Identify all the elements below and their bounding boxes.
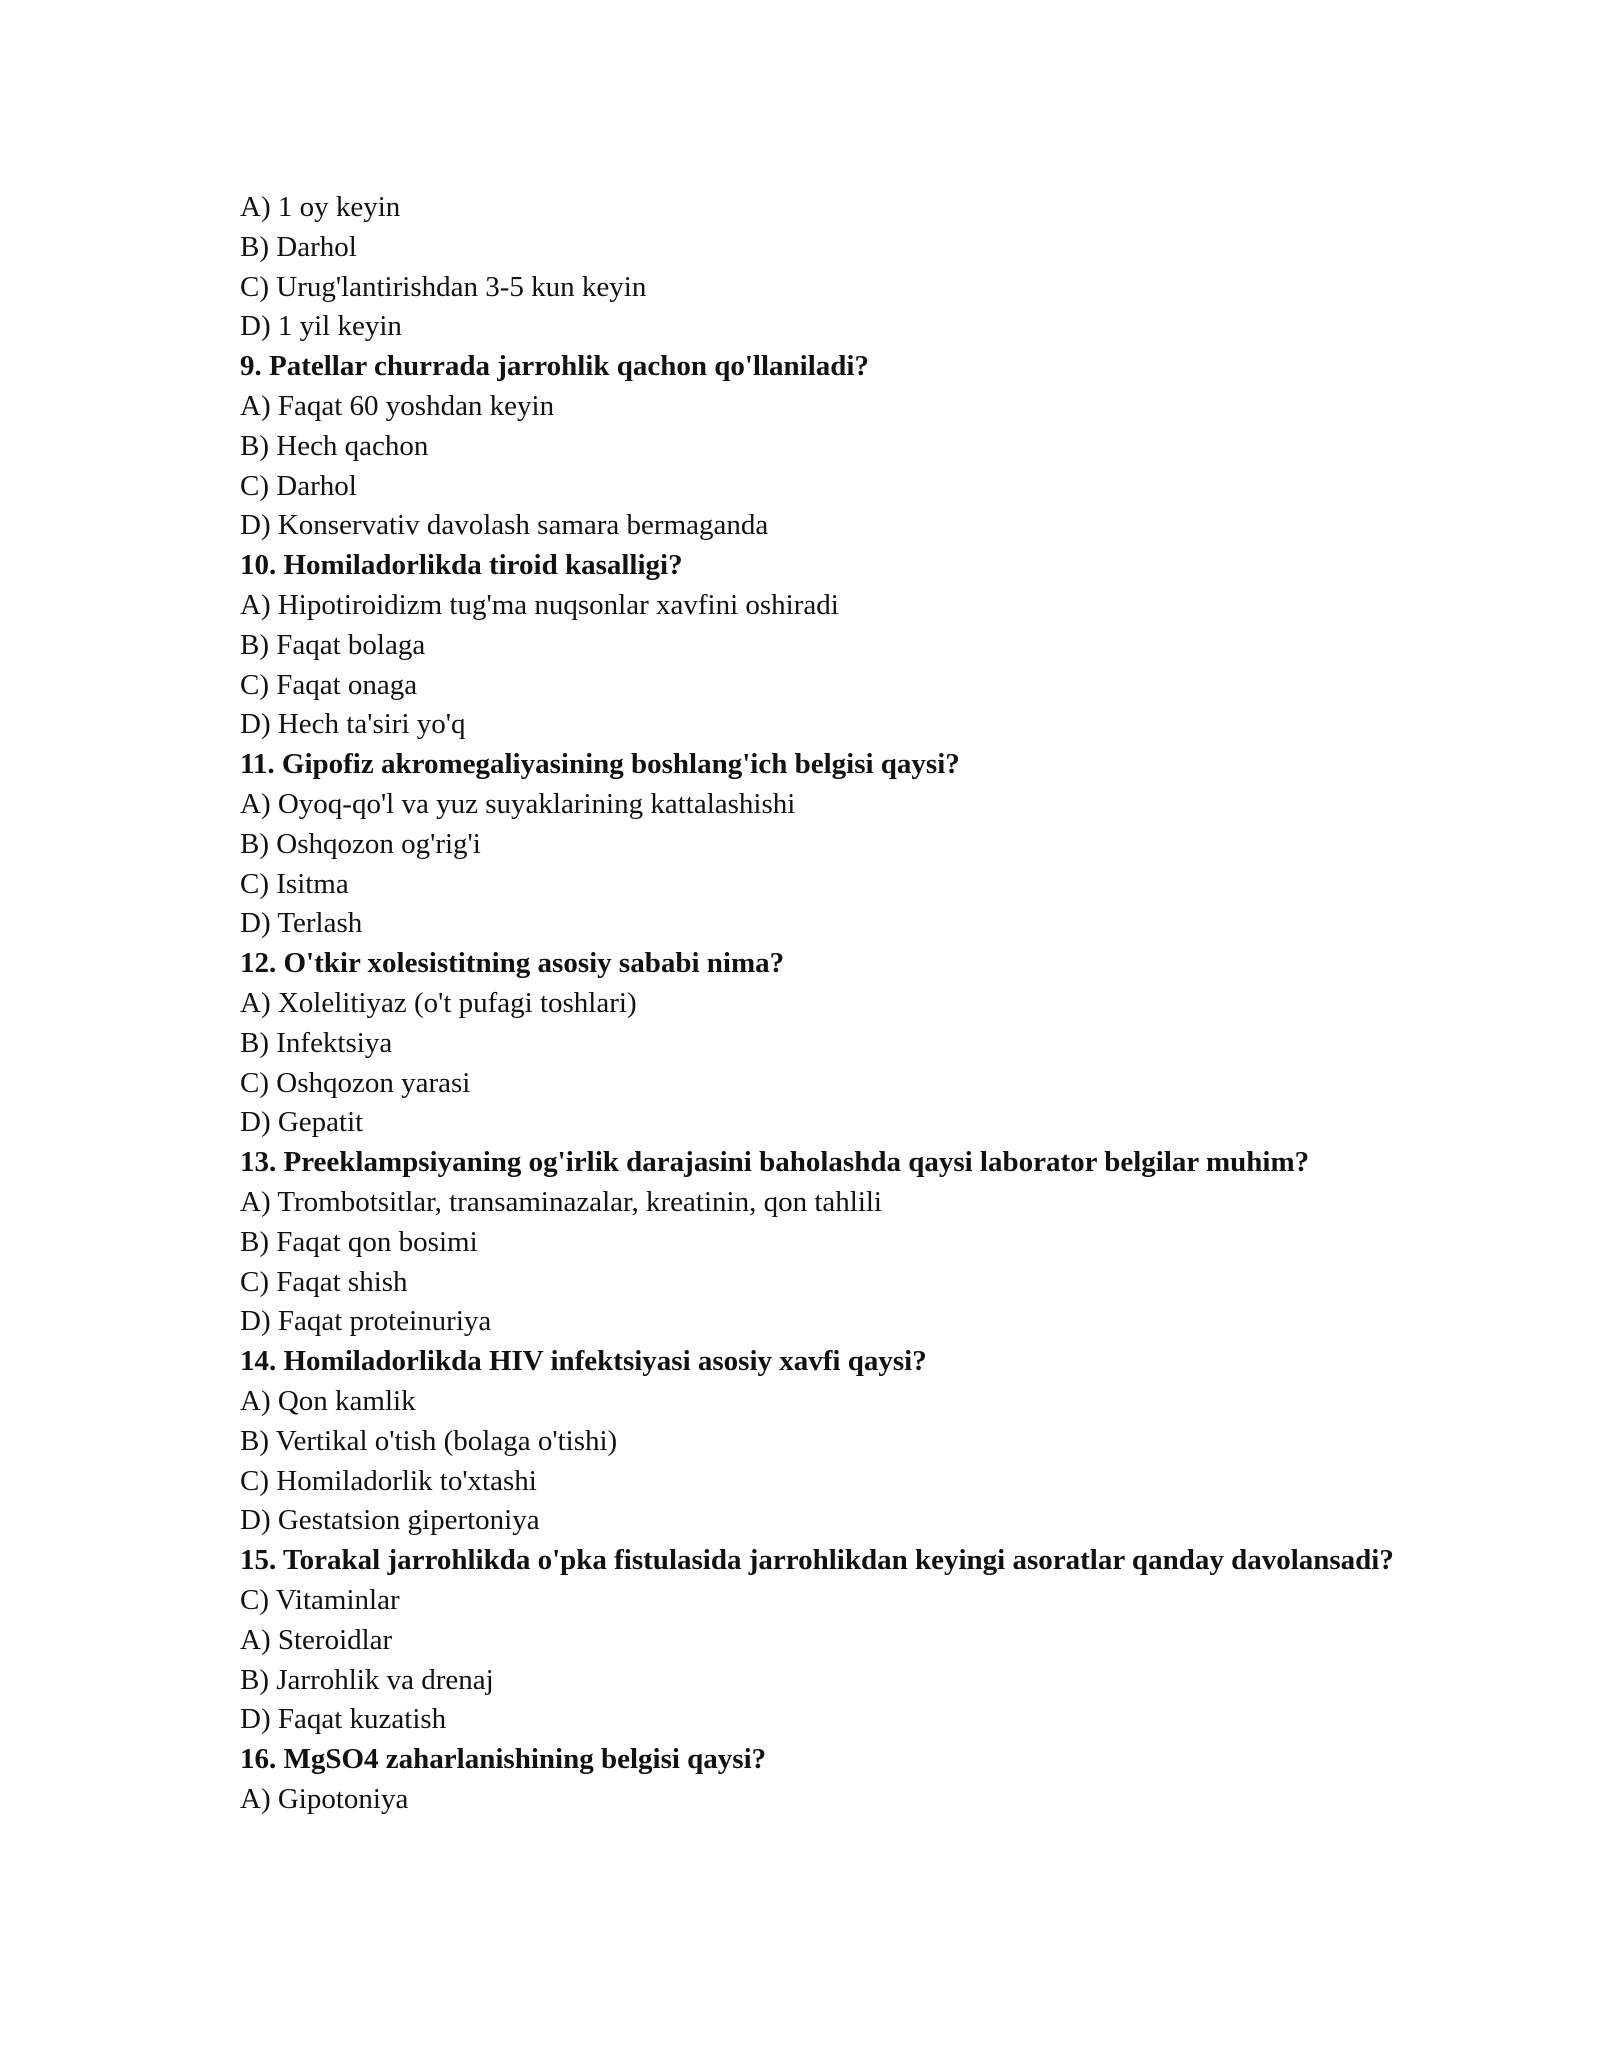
option-line: B) Faqat qon bosimi [240,1225,478,1258]
question-13 [240,1143,1420,1342]
question-title: 13. Preeklampsiyaning og'irlik darajasini baholashda qaysi laborator belgilar muhim? [240,1146,1310,1179]
option-line: A) Hipotiroidizm tug'ma nuqsonlar xavfini oshiradi [240,588,839,621]
question-15 [240,1541,1420,1740]
question-10 [240,546,1420,745]
option-line: B) Oshqozon og'rig'i [240,827,481,860]
option-line: B) Hech qachon [240,429,429,462]
option-line: B) Vertikal o'tish (bolaga o'tishi) [240,1424,618,1457]
question-title: 11. Gipofiz akromegaliyasining boshlang'ich belgisi qaysi? [240,748,960,781]
option-line: A) Gipotoniya [240,1783,409,1816]
option-line: B) Faqat bolaga [240,628,426,661]
option-line: C) Isitma [240,867,349,900]
option-line: C) Urug'lantirishdan 3-5 kun keyin [240,270,647,303]
question-9 [240,347,1420,546]
option-line: C) Faqat shish [240,1265,408,1298]
option-line: D) Faqat proteinuriya [240,1305,492,1338]
option-line: A) Oyoq-qo'l va yuz suyaklarining kattalashishi [240,787,796,820]
option-line: D) Terlash [240,907,363,940]
option-line: A) Qon kamlik [240,1384,416,1417]
option-line: D) 1 yil keyin [240,310,402,343]
question-11 [240,745,1420,944]
option-line: D) Konservativ davolash samara bermaganda [240,509,769,542]
question-title: 10. Homiladorlikda tiroid kasalligi? [240,549,683,582]
option-line: B) Jarrohlik va drenaj [240,1663,494,1696]
option-line: C) Vitaminlar [240,1584,400,1617]
option-line: D) Hech ta'siri yo'q [240,708,466,741]
option-line: A) Xolelitiyaz (o't pufagi toshlari) [240,986,637,1019]
question-14 [240,1342,1420,1541]
option-line: C) Homiladorlik to'xtashi [240,1464,537,1497]
option-line: B) Infektsiya [240,1026,393,1059]
document-page [240,188,1420,1820]
option-line: A) 1 oy keyin [240,191,401,223]
option-line: A) Trombotsitlar, transaminazalar, kreatinin, qon tahlili [240,1185,882,1218]
question-8-options [240,188,1420,347]
option-line: C) Faqat onaga [240,668,418,701]
option-line: B) Darhol [240,230,357,263]
question-title: 15. Torakal jarrohlikda o'pka fistulasida jarrohlikdan keyingi asoratlar qanday davolansadi? [240,1544,1394,1577]
question-title: 12. O'tkir xolesistitning asosiy sababi nima? [240,947,785,980]
option-line: A) Steroidlar [240,1623,393,1656]
question-12 [240,944,1420,1143]
question-title: 14. Homiladorlikda HIV infektsiyasi asosiy xavfi qaysi? [240,1345,927,1378]
option-line: D) Gepatit [240,1106,364,1139]
question-16 [240,1740,1420,1820]
option-line: A) Faqat 60 yoshdan keyin [240,389,555,422]
question-title: 16. MgSO4 zaharlanishining belgisi qaysi? [240,1743,767,1776]
option-line: D) Gestatsion gipertoniya [240,1504,540,1537]
question-title: 9. Patellar churrada jarrohlik qachon qo'llaniladi? [240,350,869,383]
option-line: C) Oshqozon yarasi [240,1066,471,1099]
option-line: C) Darhol [240,469,357,502]
option-line: D) Faqat kuzatish [240,1703,447,1736]
